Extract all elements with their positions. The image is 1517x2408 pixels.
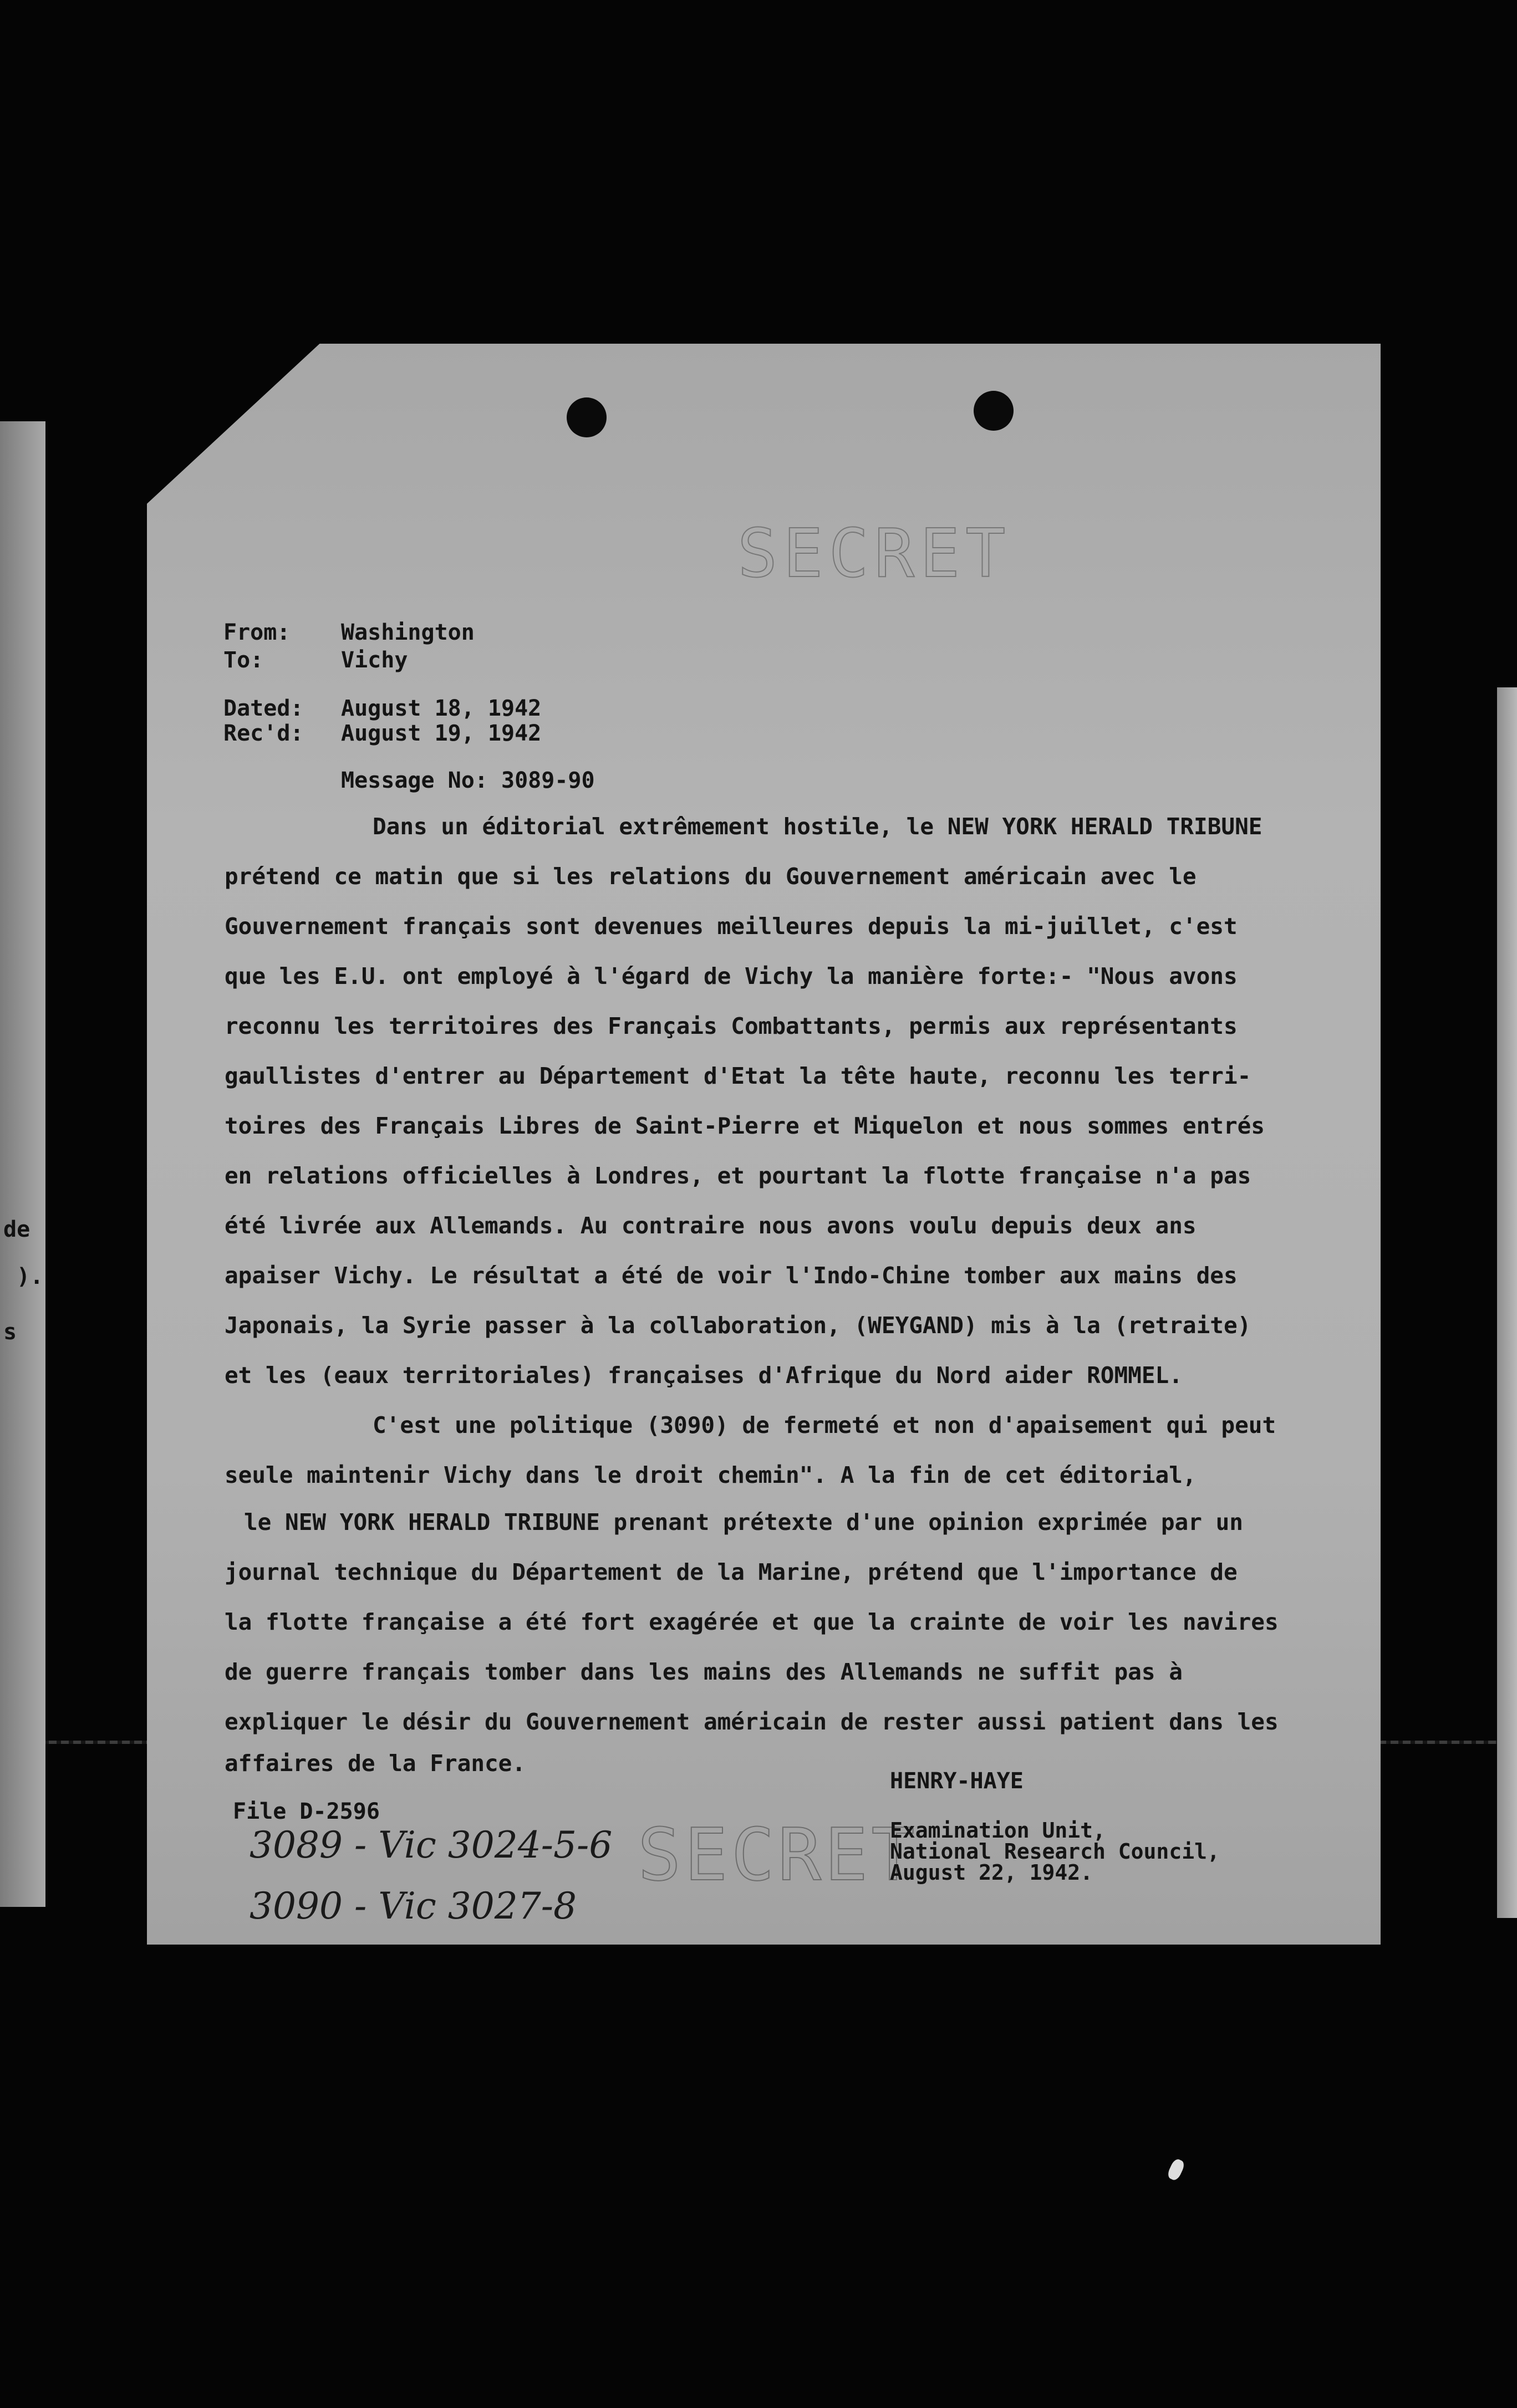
body-line: et les (eaux territoriales) françaises d'Afrique du Nord aider ROMMEL.	[225, 1362, 1183, 1389]
body-line: apaiser Vichy. Le résultat a été de voir l'Indo-Chine tomber aux mains des	[225, 1262, 1238, 1289]
secret-stamp-top: SECRET	[737, 516, 1011, 593]
body-line: Dans un éditorial extrêmement hostile, le NEW YORK HERALD TRIBUNE	[373, 813, 1263, 840]
body-line: la flotte française a été fort exagérée et que la crainte de voir les navires	[225, 1609, 1279, 1635]
message-number: Message No: 3089-90	[341, 768, 595, 793]
recd-label: Rec'd:	[223, 721, 304, 746]
to-label: To:	[223, 647, 264, 673]
punch-hole-left	[567, 397, 607, 437]
body-line: gaullistes d'entrer au Département d'Etat la tête haute, reconnu les terri-	[225, 1063, 1251, 1089]
body-line: Gouvernement français sont devenues meilleures depuis la mi-juillet, c'est	[225, 913, 1238, 940]
dated-label: Dated:	[223, 696, 304, 721]
left-fragment: de	[3, 1217, 30, 1242]
from-value: Washington	[341, 620, 475, 645]
adjacent-page-left	[0, 421, 45, 1907]
body-line: seule maintenir Vichy dans le droit chemin". A la fin de cet éditorial,	[225, 1462, 1197, 1488]
body-line: reconnu les territoires des Français Combattants, permis aux représentants	[225, 1013, 1238, 1039]
left-fragment: ).	[17, 1264, 44, 1289]
body-line: Japonais, la Syrie passer à la collaboration, (WEYGAND) mis à la (retraite)	[225, 1312, 1251, 1339]
handwritten-note-3090: 3090 - Vic 3027-8	[250, 1885, 577, 1927]
to-value: Vichy	[341, 647, 408, 673]
body-line: en relations officielles à Londres, et pourtant la flotte française n'a pas	[225, 1162, 1251, 1189]
body-line: expliquer le désir du Gouvernement américain de rester aussi patient dans les	[225, 1708, 1279, 1735]
body-line: journal technique du Département de la Marine, prétend que l'importance de	[225, 1559, 1238, 1585]
left-fragment: s	[3, 1319, 17, 1345]
examination-date: August 22, 1942.	[890, 1860, 1093, 1885]
examination-unit: Examination Unit,	[890, 1818, 1106, 1843]
body-line: toires des Français Libres de Saint-Pierre et Miquelon et nous sommes entrés	[225, 1113, 1265, 1139]
body-line: prétend ce matin que si les relations du Gouvernement américain avec le	[225, 863, 1197, 890]
body-line: affaires de la France.	[225, 1750, 526, 1777]
body-line: été livrée aux Allemands. Au contraire nous avons voulu depuis deux ans	[225, 1212, 1197, 1239]
file-reference: File D-2596	[233, 1799, 380, 1824]
signature: HENRY-HAYE	[890, 1768, 1024, 1794]
handwritten-note-3089: 3089 - Vic 3024-5-6	[250, 1824, 613, 1866]
punch-hole-right	[974, 391, 1014, 431]
body-line: de guerre français tomber dans les mains des Allemands ne suffit pas à	[225, 1659, 1183, 1685]
from-label: From:	[223, 620, 291, 645]
dated-value: August 18, 1942	[341, 696, 542, 721]
adjacent-page-right	[1497, 687, 1517, 1918]
secret-stamp-bottom: SECRET	[638, 1813, 918, 1897]
recd-value: August 19, 1942	[341, 721, 542, 746]
body-line: le NEW YORK HERALD TRIBUNE prenant prétexte d'une opinion exprimée par un	[244, 1509, 1243, 1535]
film-speck	[1166, 2157, 1186, 2182]
body-line: C'est une politique (3090) de fermeté et non d'apaisement qui peut	[373, 1412, 1276, 1438]
body-line: que les E.U. ont employé à l'égard de Vichy la manière forte:- "Nous avons	[225, 963, 1238, 989]
examination-council: National Research Council,	[890, 1839, 1220, 1864]
